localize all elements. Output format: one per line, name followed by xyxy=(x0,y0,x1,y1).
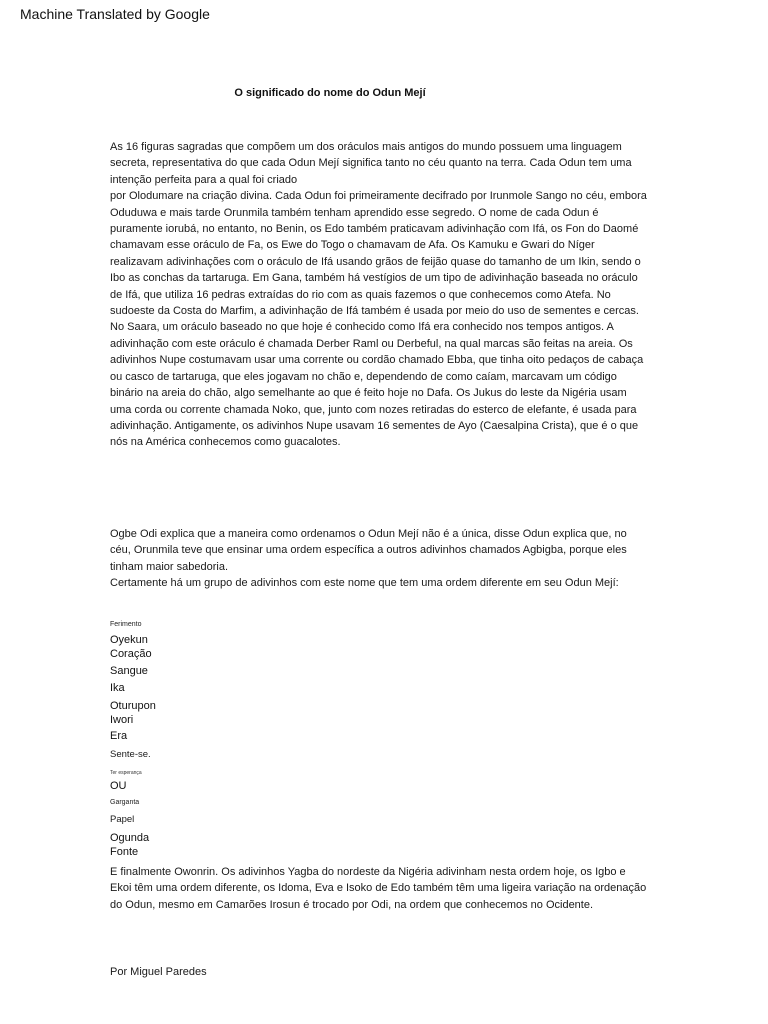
paragraph-line: E finalmente Owonrin. Os adivinhos Yagba do nordeste da Nigéria adivinham nesta ordem hoje, os Igbo e xyxy=(110,866,626,878)
paragraph-line: uma corda ou corrente chamada Noko, que, junto com nozes retiradas do esterco de elefante, é usada para xyxy=(110,403,637,416)
paragraph-line: secreta, representativa do que cada Odun Mejí significa tanto no céu quanto na terra. Cada Odun tem uma xyxy=(110,157,632,170)
list-item: Iwori xyxy=(110,714,134,726)
paragraph-line: de Ifá, que utiliza 16 pedras extraídas do rio com as quais fazemos o que conhecemos como Atefa. No xyxy=(110,288,611,301)
list-item: Papel xyxy=(110,814,135,825)
paragraph-line: Ogbe Odi explica que a maneira como ordenamos o Odun Mejí não é a única, disse Odun explica que, no xyxy=(110,528,627,540)
author-signature: Por Miguel Paredes xyxy=(110,966,207,978)
paragraph-line: adivinhação. Antigamente, os adivinhos Nupe usavam 16 sementes de Ayo (Caesalpina Crista), que é o que xyxy=(110,419,639,432)
paragraph-line: Ekoi têm uma ordem diferente, os Idoma, Eva e Isoko de Edo também têm uma ligeira variação na ordenação xyxy=(110,882,647,895)
paragraph-line: intenção perfeita para a qual foi criado xyxy=(110,173,298,186)
order-paragraph xyxy=(110,526,670,592)
paragraph-line: adivinhos Nupe costumavam usar uma corrente ou cordão chamado Ebba, que tinha oito pedaços de cabaça xyxy=(110,354,644,367)
list-item: Ter esperança xyxy=(110,770,142,776)
paragraph-line: tinham maior sabedoria. xyxy=(110,560,229,573)
paragraph-line: realizavam adivinhações com o oráculo de Ifá usando grãos de feijão quase do tamanho de um Ikin, sendo o xyxy=(110,255,641,268)
list-item: Ferimento xyxy=(110,621,142,628)
list-item: Coração xyxy=(110,648,152,660)
paragraph-line: sudoeste da Costa do Marfim, a adivinhação de Ifá também é usada por meio do uso de sementes e cercas. xyxy=(110,305,639,318)
paragraph-line: Ibo as conchas da tartaruga. Em Gana, também há vestígios de um tipo de adivinhação baseada no oráculo xyxy=(110,272,638,285)
list-item: Garganta xyxy=(110,799,140,806)
document-title: O significado do nome do Odun Mejí xyxy=(234,87,426,99)
paragraph-line: Oduduwa e mais tarde Orunmila também tenham aprendido esse segredo. O nome de cada Odun é xyxy=(110,206,599,219)
paragraph-line: binário na areia do chão, algo semelhante ao que é feito hoje no Dafa. Os Jukus do leste da Nigéria usam xyxy=(110,387,627,400)
paragraph-line: do Odun, mesmo em Camarões Irosun é trocado por Odi, na ordem que conhecemos no Ocidente. xyxy=(110,898,594,911)
paragraph-line: No Saara, um oráculo baseado no que hoje é conhecido como Ifá era conhecido nos tempos antigos. A xyxy=(110,321,614,334)
list-item: Oyekun xyxy=(110,634,148,646)
list-item: Sente-se. xyxy=(110,749,151,760)
closing-paragraph xyxy=(110,864,670,913)
paragraph-line: ou casco de tartaruga, que eles jogavam no chão e, dependendo de como caíam, marcavam um código xyxy=(110,370,617,383)
paragraph-line: nós na América conhecemos como guacalotes. xyxy=(110,436,341,449)
list-item: OU xyxy=(110,780,127,792)
paragraph-line: céu, Orunmila teve que ensinar uma ordem específica a outros adivinhos chamados Agbigba, porque eles xyxy=(110,544,627,557)
intro-paragraph xyxy=(110,139,670,451)
list-item: Ika xyxy=(110,682,125,694)
list-item: Oturupon xyxy=(110,700,156,712)
paragraph-line: Certamente há um grupo de adivinhos com este nome que tem uma ordem diferente em seu Odun Mejí: xyxy=(110,577,619,590)
list-item: Fonte xyxy=(110,846,139,858)
paragraph-line: chamavam esse oráculo de Fa, os Ewe do Togo o chamavam de Afa. Os Kamuku e Gwari do Níger xyxy=(110,239,595,252)
list-item: Ogunda xyxy=(110,832,150,844)
paragraph-line: puramente iorubá, no entanto, no Benin, os Edo também praticavam adivinhação com Ifá, os Fon do Daomé xyxy=(110,223,639,236)
list-item: Sangue xyxy=(110,665,148,677)
paragraph-line: adivinhação com este oráculo é chamada Derber Raml ou Derbeful, na qual marcas são feitas na areia. Os xyxy=(110,337,633,350)
machine-translation-note: Machine Translated by Google xyxy=(20,6,210,22)
paragraph-line: por Olodumare na criação divina. Cada Odun foi primeiramente decifrado por Irunmole Sango no céu, embora xyxy=(110,190,647,203)
list-item: Era xyxy=(110,730,128,742)
paragraph-line: As 16 figuras sagradas que compõem um dos oráculos mais antigos do mundo possuem uma linguagem xyxy=(110,141,622,153)
